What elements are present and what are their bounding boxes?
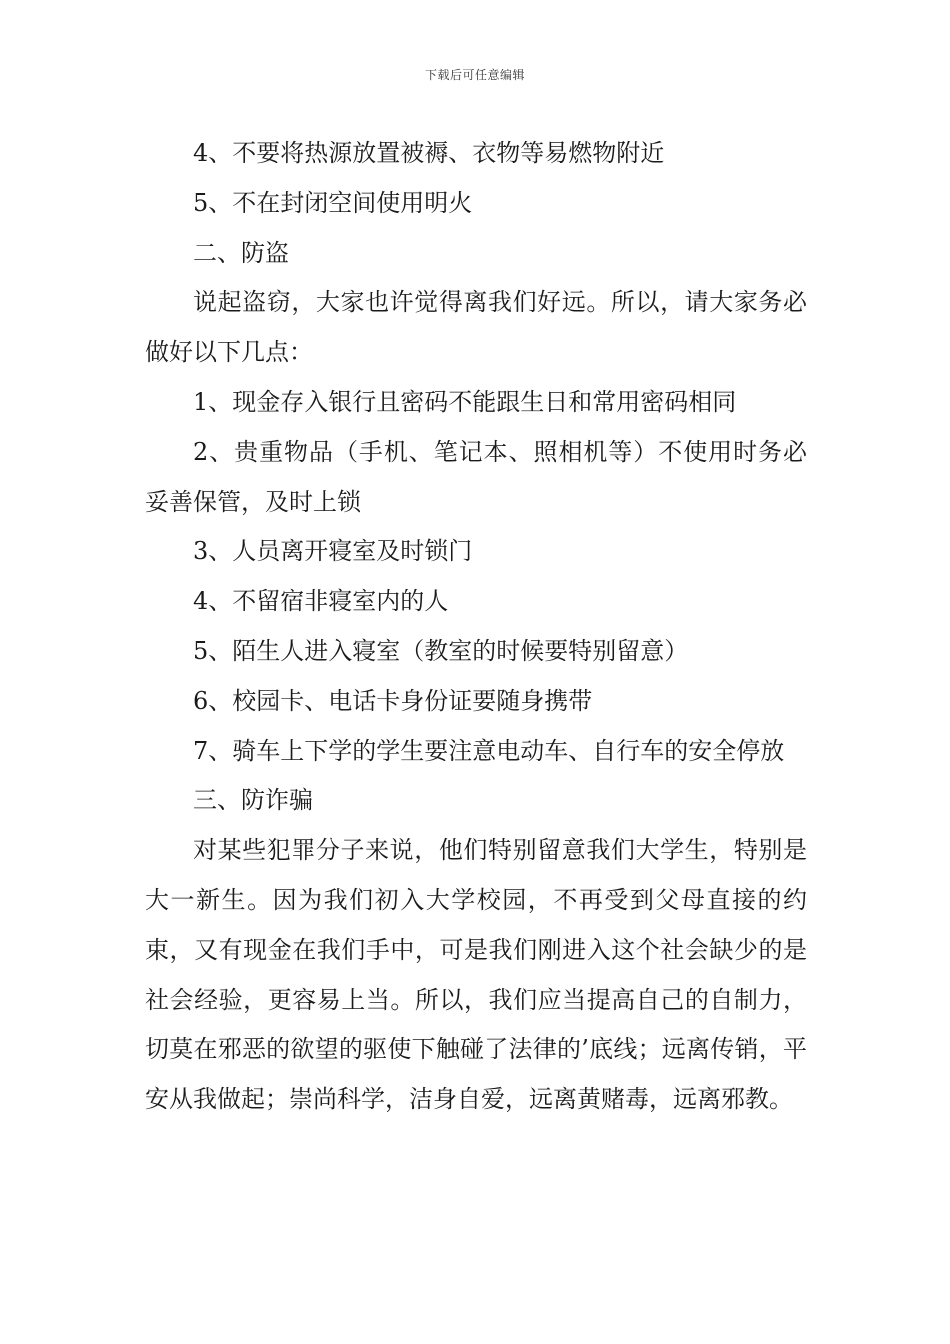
- paragraph-anti-theft-intro: 说起盗窃，大家也许觉得离我们好远。所以，请大家务必做好以下几点：: [145, 288, 807, 367]
- paragraph-item-1-cash: 1、现金存入银行且密码不能跟生日和常用密码相同: [193, 387, 737, 416]
- paragraph-item-3-lock-door: 3、人员离开寝室及时锁门: [193, 537, 473, 566]
- section-heading-anti-fraud: 三、防诈骗: [193, 786, 313, 815]
- paragraph-item-4-no-guests: 4、不留宿非寝室内的人: [193, 587, 449, 616]
- paragraph-item-6-id-cards: 6、校园卡、电话卡身份证要随身携带: [193, 686, 593, 715]
- section-heading-anti-theft: 二、防盗: [193, 238, 289, 267]
- paragraph-item-5-open-fire: 5、不在封闭空间使用明火: [193, 188, 473, 217]
- paragraph-anti-fraud-body: 对某些犯罪分子来说，他们特别留意我们大学生，特别是大一新生。因为我们初入大学校园，不再受到父母直接的约束，又有现金在我们手中，可是我们刚进入这个社会缺少的是社会经验，更容易上当。所以，我们应当提高自己的自制力，切莫在邪恶的欲望的驱使下触碰了法律的’底线；远离传销，平安从我做起；崇尚科学，洁身自爱，远离黄赌毒，远离邪教。: [145, 836, 807, 1114]
- document-body: [145, 129, 807, 1125]
- page-header: 下载后可任意编辑: [424, 68, 525, 82]
- paragraph-item-2-valuables: 2、贵重物品（手机、笔记本、照相机等）不使用时务必妥善保管，及时上锁: [145, 437, 807, 516]
- paragraph-item-5-strangers: 5、陌生人进入寝室（教室的时候要特别留意）: [193, 636, 689, 665]
- paragraph-item-4-heat-source: 4、不要将热源放置被褥、衣物等易燃物附近: [193, 139, 665, 167]
- paragraph-item-7-bike-parking: 7、骑车上下学的学生要注意电动车、自行车的安全停放: [193, 736, 785, 765]
